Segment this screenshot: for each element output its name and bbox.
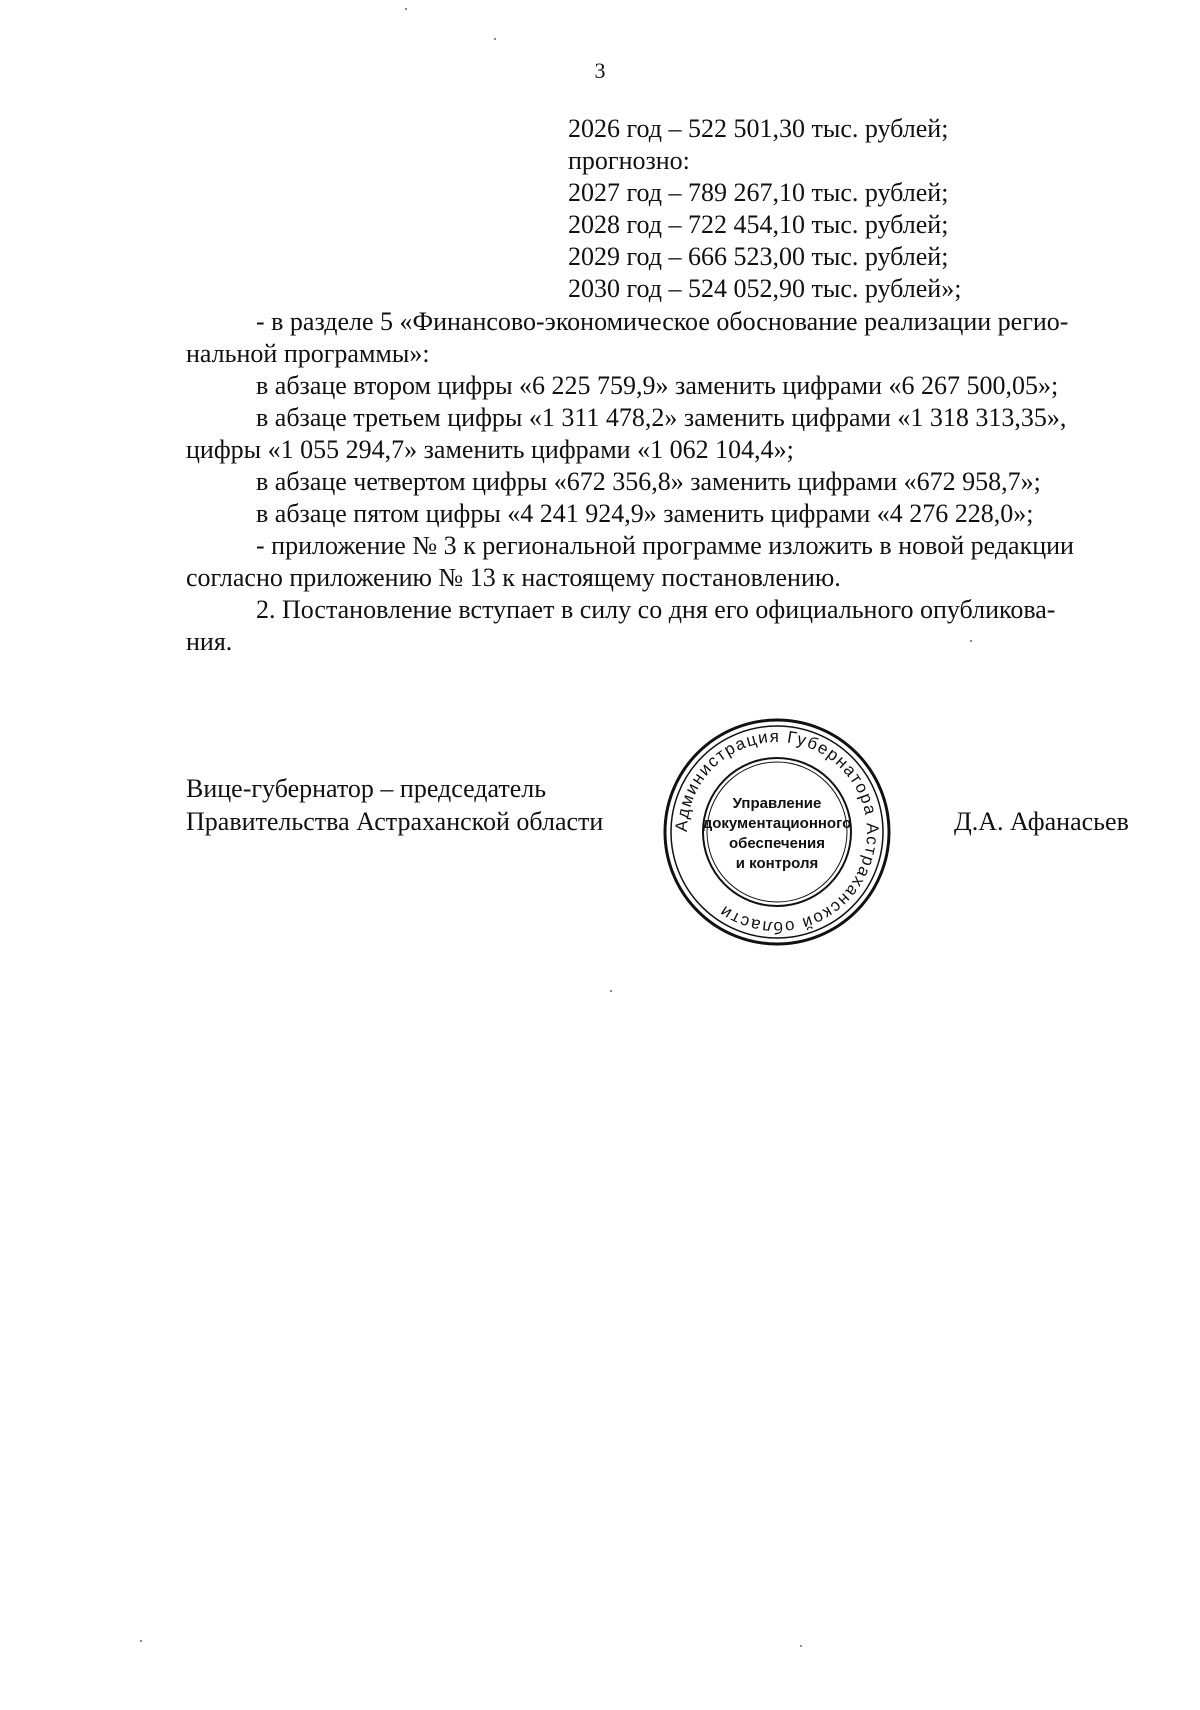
seal-inner-line: Управление: [732, 795, 822, 812]
scan-speck: [140, 1640, 142, 1642]
paragraph-line: - в разделе 5 «Финансово-экономическое обоснование реализации регио-: [256, 307, 1069, 336]
paragraph-line: - приложение № 3 к региональной программе изложить в новой редакции: [256, 531, 1074, 560]
funding-line: 2026 год – 522 501,30 тыс. рублей;: [568, 114, 949, 143]
signatory-title: [186, 772, 603, 838]
paragraph-line: 2. Постановление вступает в силу со дня его официального опубликова-: [256, 595, 1056, 624]
paragraph-line: цифры «1 055 294,7» заменить цифрами «1 062 104,4»;: [186, 435, 794, 464]
seal-inner-line: обеспечения: [728, 835, 826, 852]
signatory-title-line: Вице-губернатор – председатель: [186, 774, 547, 803]
official-seal: [660, 715, 894, 949]
seal-outer-text: Администрация Губернатора Астраханской области: [671, 726, 883, 938]
scan-speck: [800, 1645, 802, 1647]
paragraph-line: согласно приложению № 13 к настоящему постановлению.: [186, 563, 841, 592]
funding-line: 2027 год – 789 267,10 тыс. рублей;: [568, 178, 949, 207]
amendments-text: [186, 306, 1154, 658]
funding-line: 2028 год – 722 454,10 тыс. рублей;: [568, 210, 949, 239]
scan-speck: [405, 8, 407, 10]
funding-line: 2030 год – 524 052,90 тыс. рублей»;: [568, 274, 962, 303]
seal-inner-line: и контроля: [735, 855, 819, 872]
signatory-title-line: Правительства Астраханской области: [186, 807, 604, 836]
paragraph-line: ния.: [186, 627, 233, 656]
scan-speck: [610, 990, 612, 992]
funding-line: прогнозно:: [568, 146, 690, 175]
paragraph-line: в абзаце втором цифры «6 225 759,9» заменить цифрами «6 267 500,05»;: [256, 371, 1059, 400]
page-number: 3: [594, 58, 606, 83]
paragraph-line: нальной программы»:: [186, 339, 430, 368]
seal-inner-line: документационного: [702, 815, 852, 832]
paragraph-line: в абзаце четвертом цифры «672 356,8» заменить цифрами «672 958,7»;: [256, 467, 1041, 496]
scan-speck: [494, 38, 496, 40]
paragraph-line: в абзаце пятом цифры «4 241 924,9» заменить цифрами «4 276 228,0»;: [256, 499, 1034, 528]
funding-line: 2029 год – 666 523,00 тыс. рублей;: [568, 242, 949, 271]
funding-schedule: [568, 113, 961, 305]
paragraph-line: в абзаце третьем цифры «1 311 478,2» заменить цифрами «1 318 313,35»,: [256, 403, 1067, 432]
signatory-name: Д.А. Афанасьев: [954, 807, 1129, 836]
scan-speck: [970, 640, 972, 642]
